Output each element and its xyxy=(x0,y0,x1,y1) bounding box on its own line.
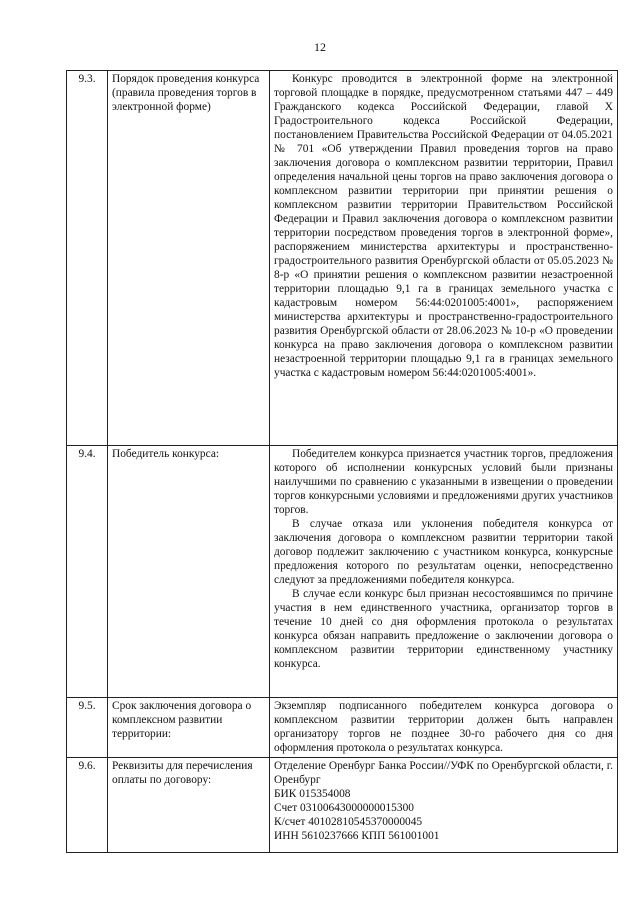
row-content xyxy=(270,698,618,758)
account-line: Счет 03100643000000015300 xyxy=(274,802,414,814)
document-table xyxy=(66,70,618,853)
page-number: 12 xyxy=(314,40,326,54)
row-number: 9.4. xyxy=(67,446,108,698)
row-content xyxy=(270,71,618,446)
row-label: Реквизиты для перечисления оплаты по договору: xyxy=(108,758,270,853)
row-content xyxy=(270,446,618,698)
row-label: Порядок проведения конкурса (правила проведения торгов в электронной форме) xyxy=(108,71,270,446)
paragraph: В случае если конкурс был признан несостоявшимся по причине участия в нем единственного участника, организатор торгов в течение 10 дней со дня оформления протокола о результатах конкурса обязан направить предложение о заключении договора о комплексном развитии территории единственному участнику конкурса. xyxy=(274,588,613,670)
paragraph: Конкурс проводится в электронной форме на электронной торговой площадке в порядке, предусмотренном статьями 447 – 449 Гражданского кодекса Российской Федерации, главой X Градостроительного кодекса Российской Федерации, постановлением Правительства Российской Федерации от 04.05.2021 № 701 «Об утверждении Правил проведения торгов на право заключения договора о комплексном развитии территории, Правил определения начальной цены торгов на право заключения договора о комплексном развитии территории при принятии решения о комплексном развитии территории Правительством Российской Федерации и Правил заключения договора о комплексном развитии территории посредством проведения торгов в электронной форме», распоряжением министерства архитектуры и пространственно-градостроительного развития Оренбургской области от 05.05.2023 № 8-р «О принятии решения о комплексном развитии незастроенной территории площадью 9,1 га в границах земельного участка с кадастровым номером 56:44:0201005:4001», распоряжением министерства архитектуры и пространственно-градостроительного развития Оренбургской области от 28.06.2023 № 10-р «О проведении конкурса на право заключения договора о комплексном развитии незастроенной территории площадью 9,1 га в границах земельного участка с кадастровым номером 56:44:0201005:4001». xyxy=(274,73,613,379)
corr-account-line: К/счет 40102810545370000045 xyxy=(274,816,423,828)
row-label: Победитель конкурса: xyxy=(108,446,270,698)
row-number: 9.5. xyxy=(67,698,108,758)
paragraph: В случае отказа или уклонения победителя конкурса от заключения договора о комплексном развитии территории такой договор подлежит заключению с участником конкурса, конкурсные предложения которого по результатам оценки, непосредственно следуют за предложениями победителя конкурса. xyxy=(274,518,613,586)
paragraph: Победителем конкурса признается участник торгов, предложения которого об исполнении конкурсных условий были признаны наилучшими по сравнению с указанными в извещении о проведении торгов конкурсными условиями и предложениями других участников торгов. xyxy=(274,448,613,516)
row-number: 9.6. xyxy=(67,758,108,853)
table-row xyxy=(67,758,618,853)
bank-name: Отделение Оренбург Банка России//УФК по Оренбургской области, г. Оренбург xyxy=(274,760,613,786)
row-content xyxy=(270,758,618,853)
row-number: 9.3. xyxy=(67,71,108,446)
row-label: Срок заключения договора о комплексном развитии территории: xyxy=(108,698,270,758)
table-row xyxy=(67,446,618,698)
table-row xyxy=(67,71,618,446)
paragraph: Экземпляр подписанного победителем конкурса договора о комплексном развитии территории должен быть направлен организатору торгов не позднее 30-го рабочего дня со дня оформления протокола о результатах конкурса. xyxy=(274,700,613,754)
table-row xyxy=(67,698,618,758)
inn-kpp-line: ИНН 5610237666 КПП 561001001 xyxy=(274,830,440,842)
bik-line: БИК 015354008 xyxy=(274,788,351,800)
